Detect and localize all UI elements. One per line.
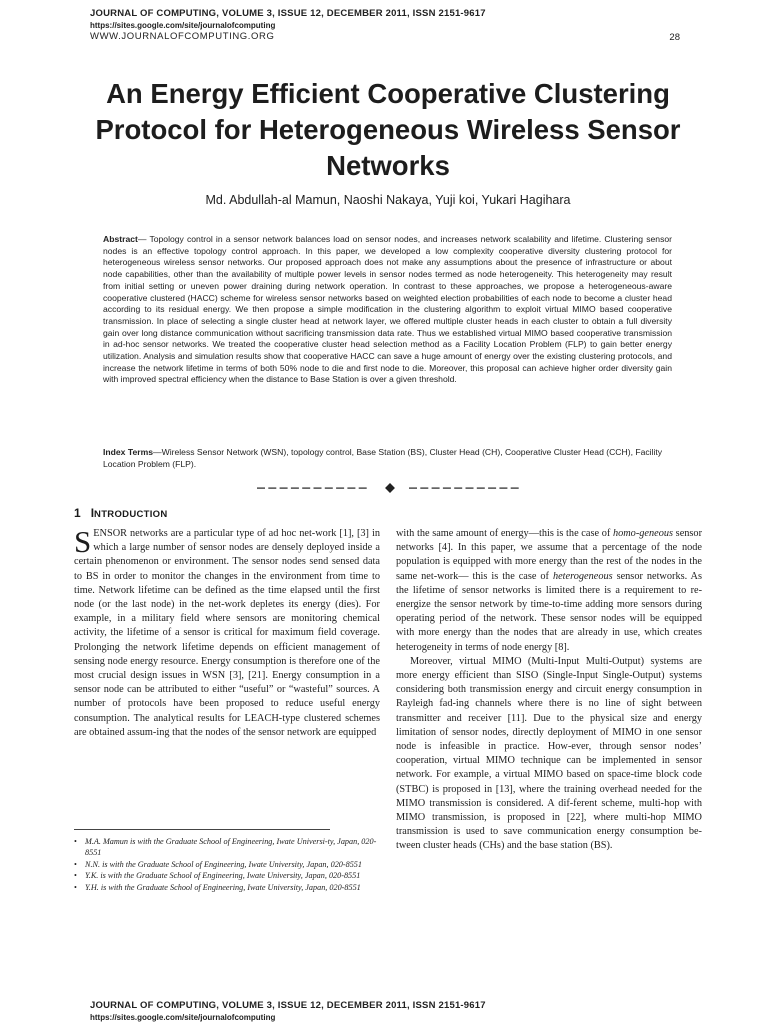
footnote-item: • N.N. is with the Graduate School of Engineering, Iwate University, Japan, 020-8551 [74, 859, 384, 870]
page-footer [90, 1000, 690, 1023]
section-title-initial: I [90, 506, 95, 520]
divider-dash [420, 488, 428, 489]
divider-dash [302, 488, 310, 489]
footnote-rule [74, 829, 330, 830]
intro-paragraph [74, 527, 380, 740]
section-divider [257, 479, 525, 499]
index-terms [103, 446, 672, 470]
footnotes [74, 836, 384, 893]
right-p1-text-b: sensor networks [4]. In this paper, we assume that a percentage of the node population is equipped with more energy than the rest of the nodes in the same net-work— this is the case of [396, 528, 702, 582]
divider-dash [511, 488, 519, 489]
index-terms-label: Index Terms [103, 447, 153, 457]
divider-dash [359, 488, 367, 489]
drop-cap: S [74, 527, 92, 559]
index-terms-separator: — [153, 447, 162, 457]
divider-dash [347, 488, 355, 489]
body-column-right [396, 527, 702, 940]
intro-smallcaps: ENSOR [93, 528, 128, 539]
index-terms-text: Wireless Sensor Network (WSN), topology control, Base Station (BS), Cluster Head (CH), Cooperative Cluster Head (CCH), Facility Location Problem (FLP). [103, 447, 663, 469]
right-p1-text-a: with the same amount of energy—this is the case of [396, 528, 613, 539]
section-heading [74, 506, 168, 520]
divider-dash [409, 488, 417, 489]
journal-website[interactable]: WWW.JOURNALOFCOMPUTING.ORG [90, 31, 275, 42]
divider-dash [454, 488, 462, 489]
divider-dash [314, 488, 322, 489]
divider-dash [280, 488, 288, 489]
footer-url[interactable]: https://sites.google.com/site/journalofcomputing [90, 1013, 276, 1022]
page-number: 28 [669, 32, 680, 43]
footnote-item: • Y.H. is with the Graduate School of Engineering, Iwate University, Japan, 020-8551 [74, 882, 384, 893]
divider-dash [268, 488, 276, 489]
divider-dash [325, 488, 333, 489]
divider-dash [488, 488, 496, 489]
divider-dash [443, 488, 451, 489]
paper-title: An Energy Efficient Cooperative Clustering Protocol for Heterogeneous Wireless Sensor Networks [95, 78, 681, 181]
abstract [103, 234, 672, 386]
footnote-item: • M.A. Mamun is with the Graduate School of Engineering, Iwate Universi-ty, Japan, 020-8551 [74, 836, 384, 859]
page-header [90, 8, 680, 43]
right-p1-text-c: sensor networks. As the lifetime of sensor networks is limited there is a requirement to re-energize the sensor network by time-to-time adding more sensors during operating period of the network. These sensor nodes will be equipped with more energy than the nodes that are already in use, which creates heterogeneity in terms of node energy [8]. [396, 570, 702, 653]
footer-journal-line: JOURNAL OF COMPUTING, VOLUME 3, ISSUE 12, DECEMBER 2011, ISSN 2151-9617 [90, 1000, 486, 1011]
divider-dash [257, 488, 265, 489]
footnote-item: • Y.K. is with the Graduate School of Engineering, Iwate University, Japan, 020-8551 [74, 870, 384, 881]
abstract-label: Abstract [103, 234, 138, 244]
abstract-text: Topology control in a sensor network balances load on sensor nodes, and increases network scalability and lifetime. Clustering sensor nodes is an effective topology control approach. In this paper, we developed a low complexity cooperative diversity clustering protocol for heterogeneous wireless sensor networks. Our proposed approach does not make any assumptions about the presence of infrastructure or about node capabilities, other than the availability of multiple power levels in sensor nodes termed as node heterogeneity. This heterogeneity may result from initial setting or uneven power draining during network operation. In contrast to these approaches, we propose a heterogeneous-aware cooperative clustered (HACC) scheme for wireless sensor networks based on weighted election probabilities of each node to become a cluster head according to its residual energy. We then propose a simple modification in the clustering algorithm to exploit virtual MIMO based cooperative transmission. In place of selecting a single cluster head at network layer, we offered multiple cluster heads in each cluster to obtain a full diversity gain over long distance communication without sacrificing transmission data rate. Thus we established virtual MIMO based cooperative transmission in ad-hoc sensor networks. We treated the cooperative cluster head selection method as a Facility Location Problem (FLP) to gain better energy utilization. Analysis and simulation results show that cooperative HACC can save a huge amount of energy over the existing clustering protocols, and increase the network lifetime in terms of both 50% node to die and first node to die. Moreover, this proposal can achieve higher order diversity gain with improved spectral efficiency when the distance to Base Station is over a given threshold. [103, 234, 673, 385]
divider-diamond-icon [385, 483, 395, 493]
body-column-left [74, 527, 380, 805]
divider-dash [477, 488, 485, 489]
divider-dash [432, 488, 440, 489]
right-p1-heterogeneous: heterogeneous [552, 570, 613, 582]
journal-url[interactable]: https://sites.google.com/site/journalofcomputing [90, 21, 276, 30]
divider-dash [466, 488, 474, 489]
divider-dash [336, 488, 344, 489]
abstract-separator: — [137, 234, 150, 244]
section-number: 1 [74, 506, 81, 520]
intro-text: networks are a particular type of ad hoc net-work [1], [3] in which a large number of sensor nodes are densely deployed inside a certain phenomenon or environment. The sensor nodes send sensed data to BS in order to monitor the changes in the environment from time to time. Network lifetime can be defined as the time elapsed until the first node (or the last node) in the net-work depletes its energy (dies). For example, in a military field where sensors are monitoring chemical activity, the lifetime of a sensor is critical for maximum field coverage. Prolonging the network lifetime depends on efficient management of sensing node energy resource. Energy consumption is therefore one of the most crucial design issues in WSN [3], [21]. Energy consumption in a sensor node can be attributed to either “useful” or “wasteful” sources. A number of protocols have been proposed to reduce useful energy consumption. The analytical results for LEACH-type clustered schemes are obtained assum-ing that the nodes of the sensor network are equipped [74, 528, 380, 738]
right-paragraph-2: Moreover, virtual MIMO (Multi-Input Multi-Output) systems are more energy efficient than SISO (Single-Input Single-Output) systems considering both transmission energy and circuit energy consumption in Rayleigh fad-ing channels where there is no line of sight between transmitter and receiver [11]. Due to the physical size and energy limitation of sensor nodes, directly deployment of MIMO in one sensor node is infeasible in practice. How-ever, through sensor nodes’ cooperation, virtual MIMO technique can be implemented in sensor network. For example, a virtual MIMO based on space-time block code (STBC) is proposed in [13], where the training overhead needed for the MIMO transmission is considered. A dif-ferent scheme, multi-hop with MIMO transmission, is proposed in [22], where multi-hop MIMO transmission is used to save communication energy consumption be-tween cluster heads (CHs) and the base station (BS). [396, 655, 702, 852]
right-paragraph-1 [396, 527, 702, 655]
journal-line: JOURNAL OF COMPUTING, VOLUME 3, ISSUE 12, DECEMBER 2011, ISSN 2151-9617 [90, 8, 486, 19]
divider-dash [291, 488, 299, 489]
right-p1-homogeneous: homo-geneous [612, 528, 674, 539]
section-title-rest: NTRODUCTION [94, 509, 168, 520]
paper-authors: Md. Abdullah-al Mamun, Naoshi Nakaya, Yuji koi, Yukari Hagihara [205, 193, 571, 207]
divider-dash [499, 488, 507, 489]
